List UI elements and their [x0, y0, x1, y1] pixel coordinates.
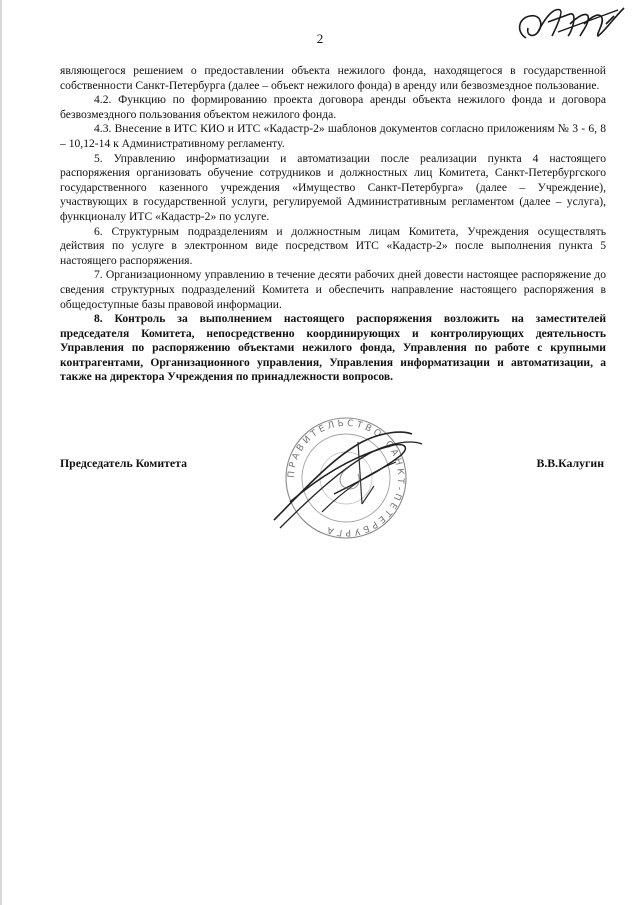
svg-text:ПРАВИТЕЛЬСТВО САНКТ-ПЕТЕРБУРГА: [287, 419, 405, 537]
paragraph-8: 8. Контроль за выполнением настоящего распоряжения возложить на заместителей председателя Комитета, непосредственно координирующих и контролирующих деятельность Управления по распоряжению объектами нежилого фонда, Управления по работе с крупными контрагентами, Организационного управления, Управления информатизации и автоматизации, а также на директора Учреждения по принадлежности вопросов.: [60, 312, 606, 384]
document-body: [60, 64, 606, 385]
paragraph-4-3: 4.3. Внесение в ИТС КИО и ИТС «Кадастр-2» шаблонов документов согласно приложениям № 3 - 6, 8 – 10,12-14 к Административному регламенту.: [60, 122, 606, 150]
paragraph-4-2: 4.2. Функцию по формированию проекта договора аренды объекта нежилого фонда и договора безвозмездного пользования объектом нежилого фонда.: [60, 93, 606, 121]
paragraph-6: 6. Структурным подразделениям и должностным лицам Комитета, Учреждения осуществлять действия по услуге в электронном виде посредством ИТС «Кадастр-2» после выполнения пункта 5 настоящего распоряжения.: [60, 224, 606, 267]
handwritten-initials-signature: [508, 2, 630, 52]
paragraph-continued: являющегося решением о предоставлении объекта нежилого фонда, находящегося в государственной собственности Санкт-Петербурга (далее – объект нежилого фонда) в аренду или безвозмездное пользование.: [60, 64, 606, 92]
paragraph-5: 5. Управлению информатизации и автоматизации после реализации пункта 4 настоящего распоряжения организовать обучение сотрудников и должностных лиц Комитета, Санкт-Петербургского государственного казенного учреждения «Имущество Санкт-Петербурга» (далее – Учреждение), участвующих в государственной услуги, регулируемой Административным регламентом (далее – услуга), функционалу ИТС «Кадастр-2» по услуге.: [60, 151, 606, 223]
paragraph-7: 7. Организационному управлению в течение десяти рабочих дней довести настоящее распоряжение до сведения структурных подразделений Комитета и обеспечить направление настоящего распоряжения в общедоступные базы правовой информации.: [60, 268, 606, 311]
signatory-name: В.В.Калугин: [536, 456, 604, 470]
stamp-text: ПРАВИТЕЛЬСТВО САНКТ-ПЕТЕРБУРГА: [286, 418, 406, 538]
signatory-title: Председатель Комитета: [60, 456, 187, 470]
official-seal-stamp: [262, 412, 430, 544]
page-number: 2: [316, 31, 324, 46]
scan-edge: [0, 0, 2, 905]
